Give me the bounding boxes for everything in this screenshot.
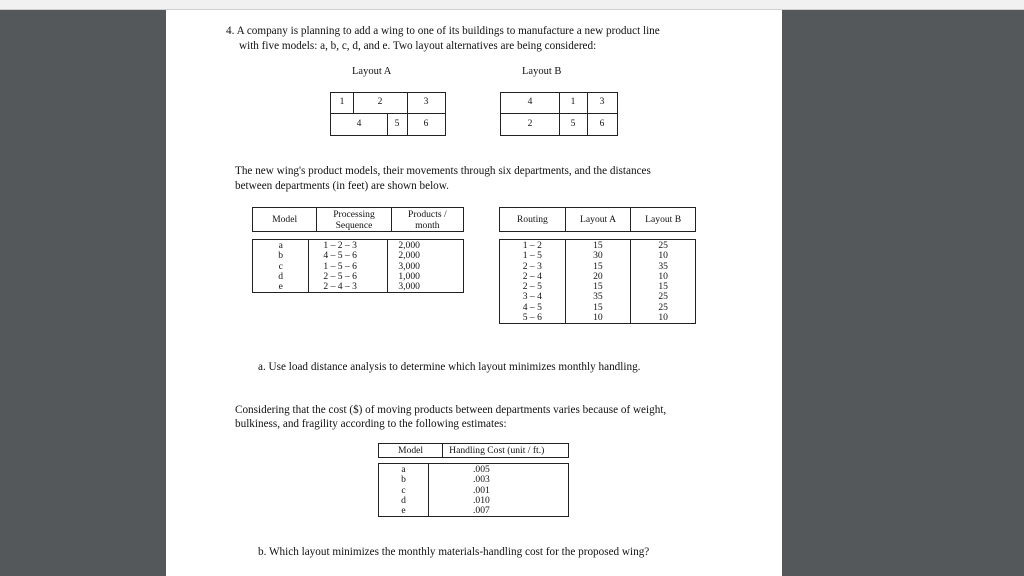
cell-model: d	[379, 496, 429, 506]
cell-layout-b: 10	[631, 272, 696, 282]
col-model: Model	[379, 444, 443, 458]
cell-routing: 5 – 6	[500, 313, 566, 324]
layout-b-dept: 4	[527, 97, 533, 107]
col-products-month	[391, 208, 463, 232]
layout-a-dept: 3	[423, 97, 429, 107]
layout-a-dept: 4	[356, 119, 362, 129]
col-processing-sequence	[317, 208, 391, 232]
document-page	[166, 10, 782, 576]
layout-b-dept: 2	[527, 119, 533, 129]
routing-table-header	[499, 207, 696, 232]
cell-sequence: 1 – 5 – 6	[309, 262, 388, 272]
table-row	[500, 313, 696, 324]
col-model: Model	[253, 208, 317, 232]
cell-model: a	[253, 240, 309, 252]
wing-paragraph-line-2: between departments (in feet) are shown below.	[235, 180, 449, 192]
cost-paragraph-line-1: Considering that the cost ($) of moving products between departments varies because of weight,	[235, 404, 667, 416]
cell-routing: 2 – 5	[500, 282, 566, 292]
table-row	[253, 282, 464, 293]
cell-model: e	[253, 282, 309, 293]
cell-routing: 4 – 5	[500, 303, 566, 313]
cell-layout-b: 10	[631, 251, 696, 261]
layout-a-dept: 6	[423, 119, 429, 129]
cell-products: 3,000	[388, 262, 464, 272]
cell-model: a	[379, 464, 429, 476]
layout-b-dept: 5	[570, 119, 576, 129]
col-routing: Routing	[500, 208, 566, 232]
cell-sequence: 2 – 5 – 6	[309, 272, 388, 282]
cell-layout-a: 35	[565, 292, 631, 302]
cell-routing: 1 – 5	[500, 251, 566, 261]
table-row	[253, 240, 464, 252]
cell-handling-cost: .005	[429, 464, 569, 476]
cell-model: c	[253, 262, 309, 272]
cell-layout-b: 25	[631, 292, 696, 302]
header-line: Sequence	[335, 219, 373, 231]
models-table-body	[252, 239, 464, 293]
table-row	[253, 262, 464, 272]
cell-sequence: 1 – 2 – 3	[309, 240, 388, 252]
routing-table-body	[499, 239, 696, 324]
layout-a-dept: 5	[394, 119, 400, 129]
cell-routing: 1 – 2	[500, 240, 566, 252]
layout-a-label: Layout A	[352, 66, 392, 77]
table-row	[253, 272, 464, 282]
cell-layout-b: 35	[631, 262, 696, 272]
col-layout-b: Layout B	[631, 208, 696, 232]
cell-layout-a: 30	[565, 251, 631, 261]
table-row	[253, 251, 464, 261]
question-a: a. Use load distance analysis to determine which layout minimizes monthly handling.	[258, 361, 641, 373]
layout-a-grid	[330, 92, 446, 136]
question-4-line-1: 4. A company is planning to add a wing to one of its buildings to manufacture a new product line	[226, 25, 660, 37]
cell-model: e	[379, 506, 429, 517]
header-line: month	[415, 219, 440, 231]
handling-table-body	[378, 463, 569, 517]
cell-products: 3,000	[388, 282, 464, 293]
cell-layout-b: 25	[631, 240, 696, 252]
cell-layout-b: 15	[631, 282, 696, 292]
cell-routing: 2 – 4	[500, 272, 566, 282]
header-line: Products /	[408, 208, 447, 220]
cell-products: 2,000	[388, 240, 464, 252]
cell-handling-cost: .010	[429, 496, 569, 506]
cell-model: b	[253, 251, 309, 261]
models-table-header	[252, 207, 464, 232]
cell-layout-a: 15	[565, 303, 631, 313]
handling-table-header	[378, 443, 569, 458]
cell-model: c	[379, 486, 429, 496]
layout-a-dept: 2	[377, 97, 383, 107]
layout-b-dept: 3	[599, 97, 605, 107]
viewer-top-bar	[0, 0, 1024, 10]
cell-routing: 3 – 4	[500, 292, 566, 302]
header-line: Processing	[333, 208, 375, 220]
layout-b-label: Layout B	[522, 66, 562, 77]
question-4-line-2: with five models: a, b, c, d, and e. Two layout alternatives are being considered:	[239, 40, 597, 52]
cell-handling-cost: .001	[429, 486, 569, 496]
cost-paragraph-line-2: bulkiness, and fragility according to the following estimates:	[235, 418, 507, 430]
cell-model: b	[379, 475, 429, 485]
layout-b-dept: 6	[599, 119, 605, 129]
cell-handling-cost: .007	[429, 506, 569, 517]
cell-products: 2,000	[388, 251, 464, 261]
cell-sequence: 2 – 4 – 3	[309, 282, 388, 293]
col-layout-a: Layout A	[565, 208, 631, 232]
cell-handling-cost: .003	[429, 475, 569, 485]
cell-layout-a: 10	[565, 313, 631, 324]
layout-b-grid	[500, 92, 618, 136]
cell-layout-a: 20	[565, 272, 631, 282]
cell-model: d	[253, 272, 309, 282]
cell-layout-b: 25	[631, 303, 696, 313]
cell-layout-a: 15	[565, 240, 631, 252]
cell-routing: 2 – 3	[500, 262, 566, 272]
col-handling-cost: Handling Cost (unit / ft.)	[443, 444, 569, 458]
wing-paragraph-line-1: The new wing's product models, their movements through six departments, and the distances	[235, 165, 651, 177]
cell-layout-a: 15	[565, 282, 631, 292]
cell-layout-b: 10	[631, 313, 696, 324]
cell-products: 1,000	[388, 272, 464, 282]
layout-a-dept: 1	[339, 97, 345, 107]
cell-sequence: 4 – 5 – 6	[309, 251, 388, 261]
cell-layout-a: 15	[565, 262, 631, 272]
layout-b-dept: 1	[570, 97, 576, 107]
table-row	[379, 506, 569, 517]
question-b: b. Which layout minimizes the monthly materials-handling cost for the proposed wing?	[258, 546, 650, 558]
